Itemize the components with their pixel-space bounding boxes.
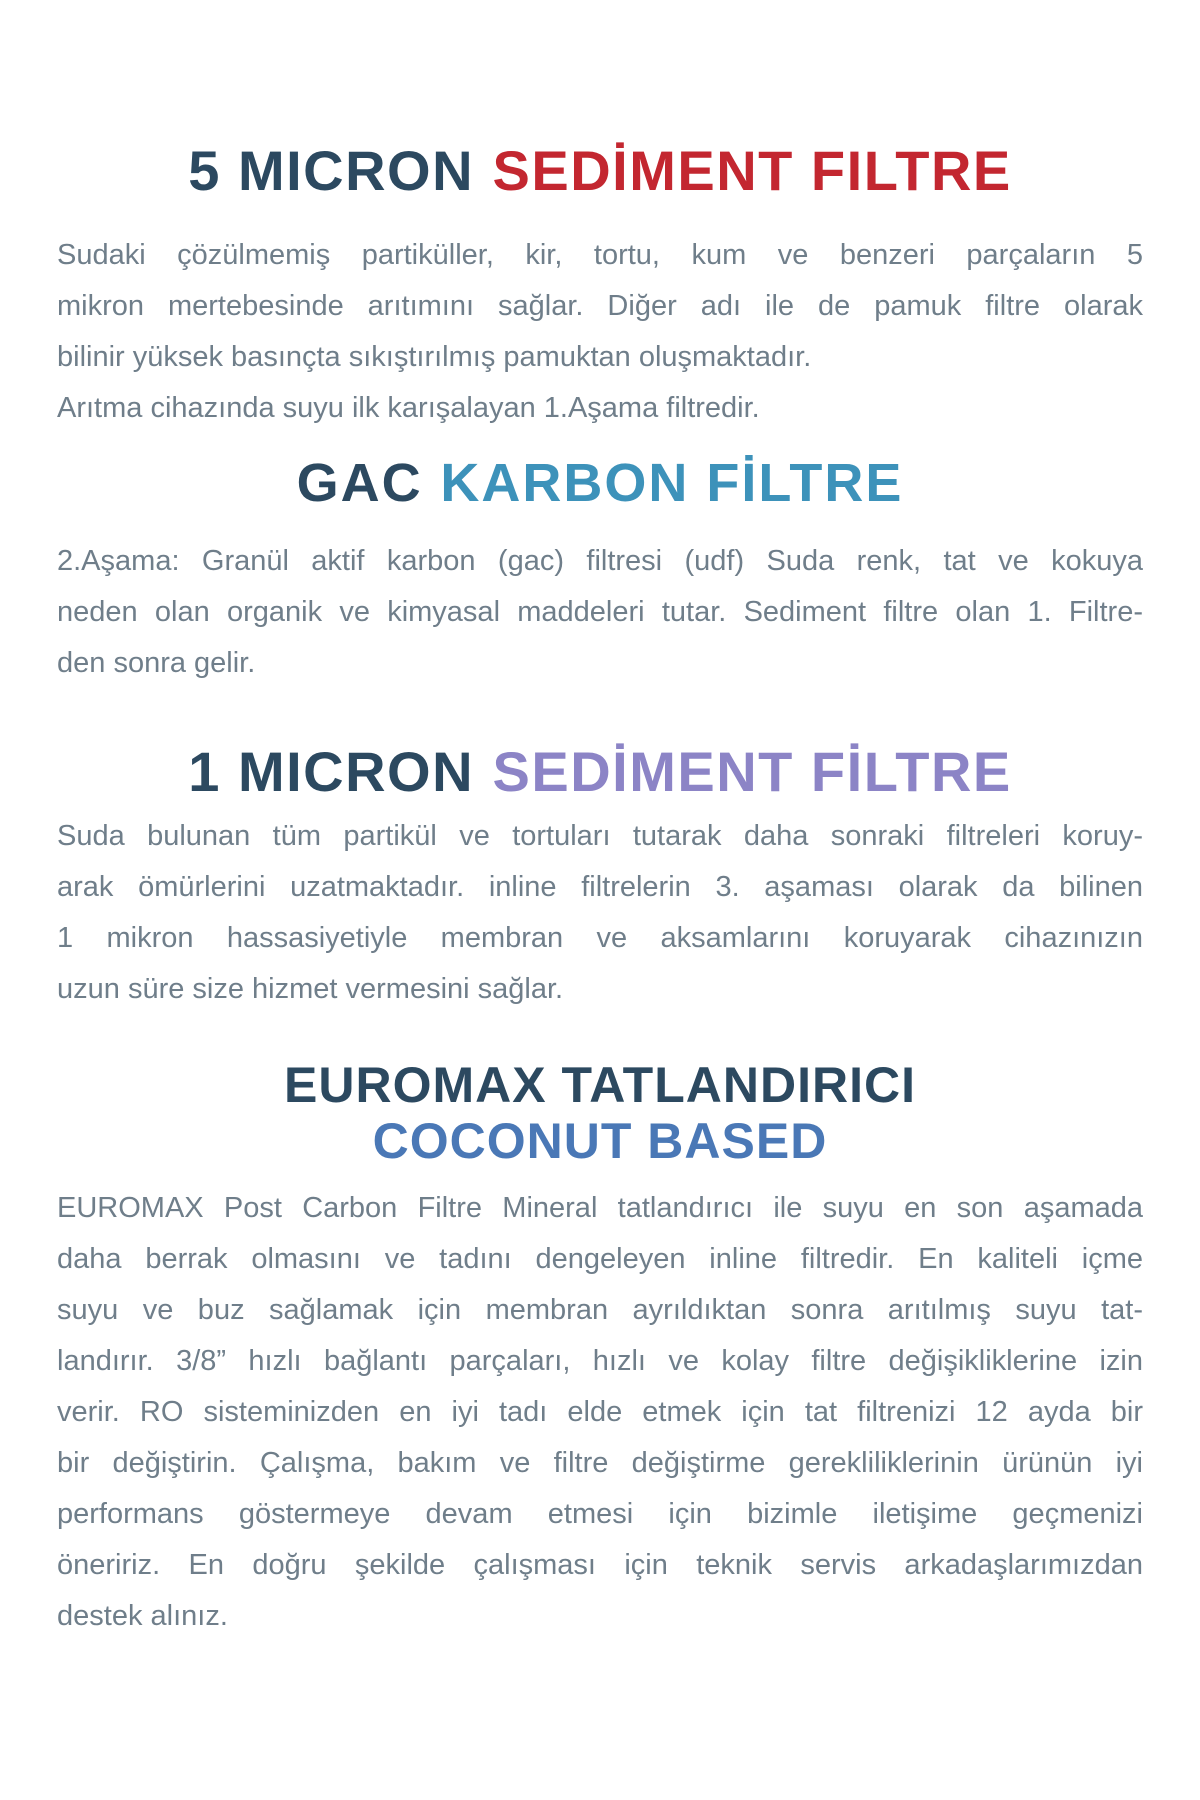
- section-5-micron-sediment-filter: [57, 138, 1143, 434]
- paragraph-line: 2.Aşama: Granül aktif karbon (gac) filtresi (udf) Suda renk, tat ve kokuya: [57, 545, 1143, 577]
- heading-line-euromax-tatlandirici: EUROMAX TATLANDIRICI: [284, 1057, 916, 1113]
- section-1-micron-sediment-filter: [57, 739, 1143, 1015]
- paragraph-line: mikron mertebesinde arıtımını sağlar. Diğer adı ile de pamuk filtre olarak: [57, 290, 1143, 322]
- paragraph-line: EUROMAX Post Carbon Filtre Mineral tatlandırıcı ile suyu en son aşamada: [57, 1192, 1143, 1224]
- heading-line-coconut-based: COCONUT BASED: [372, 1113, 828, 1169]
- paragraph-line: arak ömürlerini uzatmaktadır. inline filtrelerin 3. aşaması olarak da bilinen: [57, 871, 1143, 903]
- paragraph-line: Arıtma cihazında suyu ilk karışalayan 1.Aşama filtredir.: [57, 392, 760, 424]
- paragraph-line: landırır. 3/8” hızlı bağlantı parçaları, hızlı ve kolay filtre değişikliklerine izin: [57, 1345, 1143, 1377]
- section-gac-karbon-filter: [57, 452, 1143, 689]
- paragraph-line: daha berrak olmasını ve tadını dengeleyen inline filtredir. En kaliteli içme: [57, 1243, 1143, 1275]
- paragraph-line: bilinir yüksek basınçta sıkıştırılmış pamuktan oluşmaktadır.: [57, 341, 812, 373]
- paragraph-5-micron: [57, 230, 1143, 434]
- paragraph-line: uzun süre size hizmet vermesini sağlar.: [57, 973, 564, 1005]
- paragraph-1-micron: [57, 811, 1143, 1015]
- paragraph-line: den sonra gelir.: [57, 647, 256, 679]
- heading-part-sediment-filtre-purple: SEDİMENT FİLTRE: [492, 740, 1012, 803]
- heading-part-gac: GAC: [296, 453, 423, 513]
- paragraph-line: verir. RO sisteminizden en iyi tadı elde etmek için tat filtrenizi 12 ayda bir: [57, 1396, 1143, 1428]
- heading-gac-karbon-filtre: [57, 452, 1143, 514]
- paragraph-line: bir değiştirin. Çalışma, bakım ve filtre değiştirme gerekliliklerinin ürünün iyi: [57, 1447, 1143, 1479]
- paragraph-gac-karbon: [57, 536, 1143, 689]
- paragraph-line: suyu ve buz sağlamak için membran ayrıldıktan sonra arıtılmış suyu tat-: [57, 1294, 1143, 1326]
- heading-part-1-micron: 1 MICRON: [188, 740, 475, 803]
- heading-part-sediment-filtre: SEDİMENT FILTRE: [492, 139, 1012, 202]
- paragraph-line: öneririz. En doğru şekilde çalışması için teknik servis arkadaşlarımızdan: [57, 1549, 1143, 1581]
- heading-1-micron-sediment-filtre: [57, 739, 1143, 805]
- paragraph-line: Sudaki çözülmemiş partiküller, kir, tortu, kum ve benzeri parçaların 5: [57, 239, 1143, 271]
- paragraph-line: performans göstermeye devam etmesi için bizimle iletişime geçmenizi: [57, 1498, 1143, 1530]
- heading-euromax-tatlandirici: [57, 1057, 1143, 1169]
- paragraph-line: 1 mikron hassasiyetiyle membran ve aksamlarını koruyarak cihazınızın: [57, 922, 1143, 954]
- heading-part-5-micron: 5 MICRON: [188, 139, 475, 202]
- paragraph-euromax: [57, 1183, 1143, 1642]
- section-euromax-tatlandirici: [57, 1057, 1143, 1642]
- paragraph-line: neden olan organik ve kimyasal maddeleri tutar. Sediment filtre olan 1. Filtre-: [57, 596, 1143, 628]
- heading-part-karbon-filtre: KARBON FİLTRE: [440, 453, 904, 513]
- paragraph-line: destek alınız.: [57, 1600, 228, 1632]
- heading-5-micron-sediment-filter: [57, 138, 1143, 204]
- paragraph-line: Suda bulunan tüm partikül ve tortuları tutarak daha sonraki filtreleri koruy-: [57, 820, 1143, 852]
